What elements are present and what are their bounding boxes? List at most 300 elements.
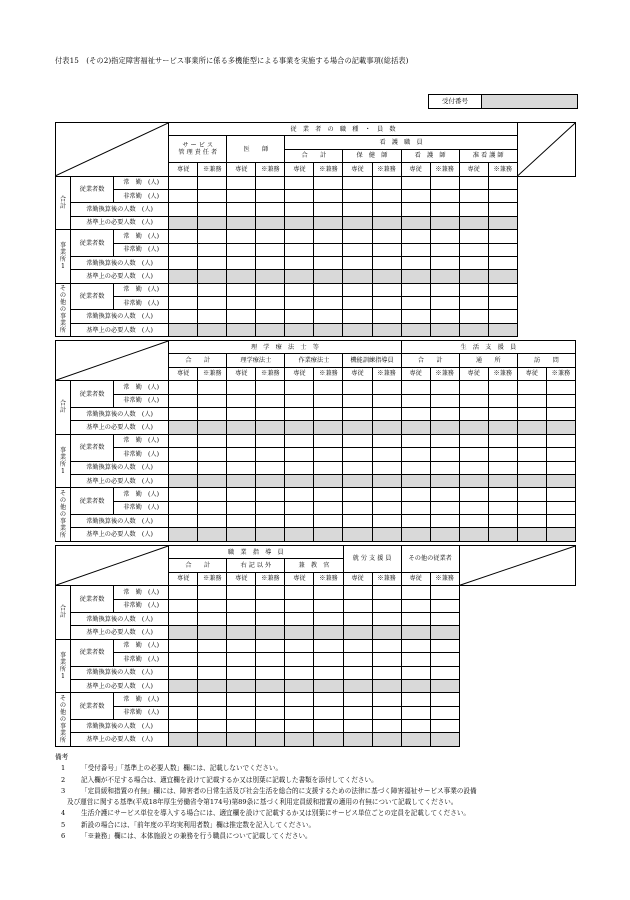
input-cell[interactable]	[546, 448, 575, 461]
input-cell[interactable]	[198, 501, 227, 514]
input-cell[interactable]	[169, 501, 198, 514]
input-cell[interactable]	[401, 297, 430, 310]
input-cell[interactable]	[488, 501, 517, 514]
input-cell[interactable]	[401, 230, 430, 243]
input-cell[interactable]	[372, 515, 401, 528]
input-cell[interactable]	[256, 720, 285, 733]
input-cell[interactable]	[169, 256, 198, 269]
input-cell[interactable]	[488, 230, 517, 243]
input-cell[interactable]	[227, 720, 256, 733]
input-cell[interactable]	[401, 666, 430, 679]
input-cell[interactable]	[372, 693, 401, 706]
input-cell[interactable]	[401, 434, 430, 447]
input-cell[interactable]	[256, 448, 285, 461]
input-cell[interactable]	[488, 488, 517, 501]
input-cell[interactable]	[169, 176, 198, 189]
input-cell[interactable]	[401, 706, 430, 719]
input-cell[interactable]	[256, 653, 285, 666]
input-cell[interactable]	[430, 693, 459, 706]
input-cell[interactable]	[285, 256, 314, 269]
input-cell[interactable]	[459, 434, 488, 447]
input-cell[interactable]	[488, 189, 517, 202]
input-cell[interactable]	[314, 381, 343, 394]
input-cell[interactable]	[256, 434, 285, 447]
input-cell[interactable]	[198, 720, 227, 733]
input-cell[interactable]	[314, 434, 343, 447]
input-cell[interactable]	[227, 666, 256, 679]
input-cell[interactable]	[372, 653, 401, 666]
input-cell[interactable]	[285, 283, 314, 296]
input-cell[interactable]	[488, 203, 517, 216]
input-cell[interactable]	[459, 381, 488, 394]
input-cell[interactable]	[401, 639, 430, 652]
input-cell[interactable]	[430, 297, 459, 310]
input-cell[interactable]	[227, 243, 256, 256]
input-cell[interactable]	[198, 243, 227, 256]
input-cell[interactable]	[430, 448, 459, 461]
input-cell[interactable]	[256, 488, 285, 501]
input-cell[interactable]	[430, 394, 459, 407]
input-cell[interactable]	[198, 256, 227, 269]
input-cell[interactable]	[459, 407, 488, 420]
input-cell[interactable]	[285, 515, 314, 528]
input-cell[interactable]	[488, 381, 517, 394]
input-cell[interactable]	[285, 612, 314, 625]
input-cell[interactable]	[169, 297, 198, 310]
input-cell[interactable]	[372, 283, 401, 296]
input-cell[interactable]	[169, 243, 198, 256]
input-cell[interactable]	[459, 310, 488, 323]
input-cell[interactable]	[256, 461, 285, 474]
input-cell[interactable]	[285, 448, 314, 461]
input-cell[interactable]	[343, 176, 372, 189]
input-cell[interactable]	[459, 189, 488, 202]
input-cell[interactable]	[314, 612, 343, 625]
input-cell[interactable]	[372, 599, 401, 612]
input-cell[interactable]	[169, 448, 198, 461]
input-cell[interactable]	[343, 693, 372, 706]
input-cell[interactable]	[401, 381, 430, 394]
input-cell[interactable]	[169, 515, 198, 528]
input-cell[interactable]	[169, 381, 198, 394]
input-cell[interactable]	[343, 666, 372, 679]
input-cell[interactable]	[343, 448, 372, 461]
input-cell[interactable]	[546, 515, 575, 528]
input-cell[interactable]	[256, 612, 285, 625]
input-cell[interactable]	[459, 501, 488, 514]
input-cell[interactable]	[227, 693, 256, 706]
input-cell[interactable]	[256, 501, 285, 514]
input-cell[interactable]	[285, 230, 314, 243]
input-cell[interactable]	[198, 176, 227, 189]
input-cell[interactable]	[256, 599, 285, 612]
input-cell[interactable]	[372, 407, 401, 420]
input-cell[interactable]	[198, 310, 227, 323]
input-cell[interactable]	[285, 176, 314, 189]
input-cell[interactable]	[343, 381, 372, 394]
input-cell[interactable]	[314, 283, 343, 296]
input-cell[interactable]	[285, 501, 314, 514]
input-cell[interactable]	[227, 394, 256, 407]
input-cell[interactable]	[285, 297, 314, 310]
input-cell[interactable]	[227, 283, 256, 296]
input-cell[interactable]	[314, 501, 343, 514]
input-cell[interactable]	[227, 297, 256, 310]
input-cell[interactable]	[198, 639, 227, 652]
input-cell[interactable]	[314, 693, 343, 706]
input-cell[interactable]	[227, 653, 256, 666]
input-cell[interactable]	[401, 283, 430, 296]
input-cell[interactable]	[256, 394, 285, 407]
input-cell[interactable]	[256, 666, 285, 679]
input-cell[interactable]	[372, 394, 401, 407]
input-cell[interactable]	[198, 666, 227, 679]
input-cell[interactable]	[169, 434, 198, 447]
input-cell[interactable]	[198, 448, 227, 461]
input-cell[interactable]	[198, 283, 227, 296]
input-cell[interactable]	[198, 515, 227, 528]
input-cell[interactable]	[227, 586, 256, 599]
input-cell[interactable]	[459, 243, 488, 256]
input-cell[interactable]	[372, 189, 401, 202]
input-cell[interactable]	[169, 283, 198, 296]
input-cell[interactable]	[169, 599, 198, 612]
input-cell[interactable]	[343, 203, 372, 216]
input-cell[interactable]	[198, 461, 227, 474]
input-cell[interactable]	[169, 612, 198, 625]
input-cell[interactable]	[401, 488, 430, 501]
input-cell[interactable]	[169, 586, 198, 599]
input-cell[interactable]	[256, 176, 285, 189]
input-cell[interactable]	[488, 515, 517, 528]
input-cell[interactable]	[314, 189, 343, 202]
input-cell[interactable]	[285, 693, 314, 706]
input-cell[interactable]	[401, 515, 430, 528]
input-cell[interactable]	[169, 189, 198, 202]
input-cell[interactable]	[343, 256, 372, 269]
input-cell[interactable]	[343, 639, 372, 652]
input-cell[interactable]	[256, 310, 285, 323]
input-cell[interactable]	[198, 693, 227, 706]
input-cell[interactable]	[430, 203, 459, 216]
input-cell[interactable]	[401, 203, 430, 216]
input-cell[interactable]	[314, 599, 343, 612]
input-cell[interactable]	[401, 189, 430, 202]
input-cell[interactable]	[343, 612, 372, 625]
input-cell[interactable]	[343, 394, 372, 407]
input-cell[interactable]	[517, 381, 546, 394]
receipt-number-field[interactable]	[482, 95, 577, 108]
input-cell[interactable]	[372, 434, 401, 447]
input-cell[interactable]	[517, 394, 546, 407]
input-cell[interactable]	[430, 639, 459, 652]
input-cell[interactable]	[314, 203, 343, 216]
input-cell[interactable]	[256, 230, 285, 243]
input-cell[interactable]	[169, 230, 198, 243]
input-cell[interactable]	[227, 599, 256, 612]
input-cell[interactable]	[314, 243, 343, 256]
input-cell[interactable]	[227, 448, 256, 461]
input-cell[interactable]	[430, 256, 459, 269]
input-cell[interactable]	[343, 230, 372, 243]
input-cell[interactable]	[285, 394, 314, 407]
input-cell[interactable]	[285, 203, 314, 216]
input-cell[interactable]	[343, 653, 372, 666]
input-cell[interactable]	[372, 706, 401, 719]
input-cell[interactable]	[517, 434, 546, 447]
input-cell[interactable]	[430, 653, 459, 666]
input-cell[interactable]	[430, 501, 459, 514]
input-cell[interactable]	[430, 189, 459, 202]
input-cell[interactable]	[343, 407, 372, 420]
input-cell[interactable]	[488, 461, 517, 474]
input-cell[interactable]	[314, 461, 343, 474]
input-cell[interactable]	[227, 612, 256, 625]
input-cell[interactable]	[198, 203, 227, 216]
input-cell[interactable]	[285, 653, 314, 666]
input-cell[interactable]	[343, 501, 372, 514]
input-cell[interactable]	[430, 381, 459, 394]
input-cell[interactable]	[227, 515, 256, 528]
input-cell[interactable]	[227, 310, 256, 323]
input-cell[interactable]	[285, 706, 314, 719]
input-cell[interactable]	[343, 243, 372, 256]
input-cell[interactable]	[343, 515, 372, 528]
input-cell[interactable]	[314, 448, 343, 461]
input-cell[interactable]	[546, 394, 575, 407]
input-cell[interactable]	[459, 203, 488, 216]
input-cell[interactable]	[256, 203, 285, 216]
input-cell[interactable]	[488, 176, 517, 189]
input-cell[interactable]	[314, 176, 343, 189]
input-cell[interactable]	[372, 297, 401, 310]
input-cell[interactable]	[198, 230, 227, 243]
input-cell[interactable]	[401, 586, 430, 599]
input-cell[interactable]	[430, 310, 459, 323]
input-cell[interactable]	[372, 488, 401, 501]
input-cell[interactable]	[285, 434, 314, 447]
input-cell[interactable]	[459, 461, 488, 474]
input-cell[interactable]	[198, 297, 227, 310]
input-cell[interactable]	[314, 666, 343, 679]
input-cell[interactable]	[372, 586, 401, 599]
input-cell[interactable]	[517, 407, 546, 420]
input-cell[interactable]	[343, 461, 372, 474]
input-cell[interactable]	[488, 394, 517, 407]
input-cell[interactable]	[285, 586, 314, 599]
input-cell[interactable]	[343, 706, 372, 719]
input-cell[interactable]	[430, 407, 459, 420]
input-cell[interactable]	[256, 515, 285, 528]
input-cell[interactable]	[198, 599, 227, 612]
input-cell[interactable]	[401, 448, 430, 461]
input-cell[interactable]	[401, 310, 430, 323]
input-cell[interactable]	[169, 310, 198, 323]
input-cell[interactable]	[372, 310, 401, 323]
input-cell[interactable]	[459, 176, 488, 189]
input-cell[interactable]	[459, 515, 488, 528]
input-cell[interactable]	[546, 407, 575, 420]
input-cell[interactable]	[285, 488, 314, 501]
input-cell[interactable]	[488, 283, 517, 296]
input-cell[interactable]	[227, 501, 256, 514]
input-cell[interactable]	[343, 434, 372, 447]
input-cell[interactable]	[285, 720, 314, 733]
input-cell[interactable]	[198, 586, 227, 599]
input-cell[interactable]	[198, 381, 227, 394]
input-cell[interactable]	[198, 612, 227, 625]
input-cell[interactable]	[227, 488, 256, 501]
input-cell[interactable]	[169, 653, 198, 666]
input-cell[interactable]	[459, 297, 488, 310]
input-cell[interactable]	[401, 720, 430, 733]
input-cell[interactable]	[285, 243, 314, 256]
input-cell[interactable]	[227, 381, 256, 394]
input-cell[interactable]	[227, 706, 256, 719]
input-cell[interactable]	[430, 461, 459, 474]
input-cell[interactable]	[314, 720, 343, 733]
input-cell[interactable]	[517, 488, 546, 501]
input-cell[interactable]	[198, 407, 227, 420]
input-cell[interactable]	[430, 488, 459, 501]
input-cell[interactable]	[169, 488, 198, 501]
input-cell[interactable]	[372, 230, 401, 243]
input-cell[interactable]	[372, 256, 401, 269]
input-cell[interactable]	[430, 283, 459, 296]
input-cell[interactable]	[256, 256, 285, 269]
input-cell[interactable]	[401, 461, 430, 474]
input-cell[interactable]	[488, 256, 517, 269]
input-cell[interactable]	[285, 407, 314, 420]
input-cell[interactable]	[256, 283, 285, 296]
input-cell[interactable]	[546, 381, 575, 394]
input-cell[interactable]	[256, 297, 285, 310]
input-cell[interactable]	[169, 461, 198, 474]
input-cell[interactable]	[343, 283, 372, 296]
input-cell[interactable]	[546, 501, 575, 514]
input-cell[interactable]	[488, 297, 517, 310]
input-cell[interactable]	[459, 230, 488, 243]
input-cell[interactable]	[314, 256, 343, 269]
input-cell[interactable]	[285, 666, 314, 679]
input-cell[interactable]	[372, 461, 401, 474]
input-cell[interactable]	[343, 189, 372, 202]
input-cell[interactable]	[343, 297, 372, 310]
input-cell[interactable]	[430, 612, 459, 625]
input-cell[interactable]	[401, 653, 430, 666]
input-cell[interactable]	[401, 256, 430, 269]
input-cell[interactable]	[169, 666, 198, 679]
input-cell[interactable]	[401, 394, 430, 407]
input-cell[interactable]	[517, 515, 546, 528]
input-cell[interactable]	[285, 639, 314, 652]
input-cell[interactable]	[227, 230, 256, 243]
input-cell[interactable]	[198, 434, 227, 447]
input-cell[interactable]	[488, 310, 517, 323]
input-cell[interactable]	[169, 720, 198, 733]
input-cell[interactable]	[430, 176, 459, 189]
input-cell[interactable]	[227, 461, 256, 474]
input-cell[interactable]	[343, 720, 372, 733]
input-cell[interactable]	[430, 720, 459, 733]
input-cell[interactable]	[227, 407, 256, 420]
input-cell[interactable]	[198, 394, 227, 407]
input-cell[interactable]	[401, 176, 430, 189]
input-cell[interactable]	[343, 310, 372, 323]
input-cell[interactable]	[488, 243, 517, 256]
input-cell[interactable]	[459, 488, 488, 501]
input-cell[interactable]	[169, 203, 198, 216]
input-cell[interactable]	[372, 666, 401, 679]
input-cell[interactable]	[430, 666, 459, 679]
input-cell[interactable]	[372, 612, 401, 625]
input-cell[interactable]	[256, 586, 285, 599]
input-cell[interactable]	[256, 639, 285, 652]
input-cell[interactable]	[372, 639, 401, 652]
input-cell[interactable]	[285, 381, 314, 394]
input-cell[interactable]	[430, 230, 459, 243]
input-cell[interactable]	[227, 256, 256, 269]
input-cell[interactable]	[285, 189, 314, 202]
input-cell[interactable]	[372, 501, 401, 514]
input-cell[interactable]	[314, 230, 343, 243]
input-cell[interactable]	[459, 283, 488, 296]
input-cell[interactable]	[430, 434, 459, 447]
input-cell[interactable]	[401, 599, 430, 612]
input-cell[interactable]	[227, 434, 256, 447]
input-cell[interactable]	[517, 501, 546, 514]
input-cell[interactable]	[227, 639, 256, 652]
input-cell[interactable]	[198, 706, 227, 719]
input-cell[interactable]	[314, 310, 343, 323]
input-cell[interactable]	[285, 461, 314, 474]
input-cell[interactable]	[488, 407, 517, 420]
input-cell[interactable]	[372, 381, 401, 394]
input-cell[interactable]	[198, 653, 227, 666]
input-cell[interactable]	[314, 639, 343, 652]
input-cell[interactable]	[314, 586, 343, 599]
input-cell[interactable]	[343, 488, 372, 501]
input-cell[interactable]	[314, 488, 343, 501]
input-cell[interactable]	[372, 176, 401, 189]
input-cell[interactable]	[372, 720, 401, 733]
input-cell[interactable]	[198, 488, 227, 501]
input-cell[interactable]	[430, 706, 459, 719]
input-cell[interactable]	[314, 394, 343, 407]
input-cell[interactable]	[285, 599, 314, 612]
input-cell[interactable]	[401, 407, 430, 420]
input-cell[interactable]	[430, 586, 459, 599]
input-cell[interactable]	[459, 256, 488, 269]
input-cell[interactable]	[401, 243, 430, 256]
input-cell[interactable]	[430, 599, 459, 612]
input-cell[interactable]	[256, 693, 285, 706]
input-cell[interactable]	[256, 243, 285, 256]
input-cell[interactable]	[256, 189, 285, 202]
input-cell[interactable]	[169, 639, 198, 652]
input-cell[interactable]	[546, 434, 575, 447]
input-cell[interactable]	[517, 461, 546, 474]
input-cell[interactable]	[256, 381, 285, 394]
input-cell[interactable]	[256, 706, 285, 719]
input-cell[interactable]	[459, 448, 488, 461]
input-cell[interactable]	[227, 176, 256, 189]
input-cell[interactable]	[546, 488, 575, 501]
input-cell[interactable]	[372, 243, 401, 256]
input-cell[interactable]	[169, 394, 198, 407]
input-cell[interactable]	[517, 448, 546, 461]
input-cell[interactable]	[372, 203, 401, 216]
